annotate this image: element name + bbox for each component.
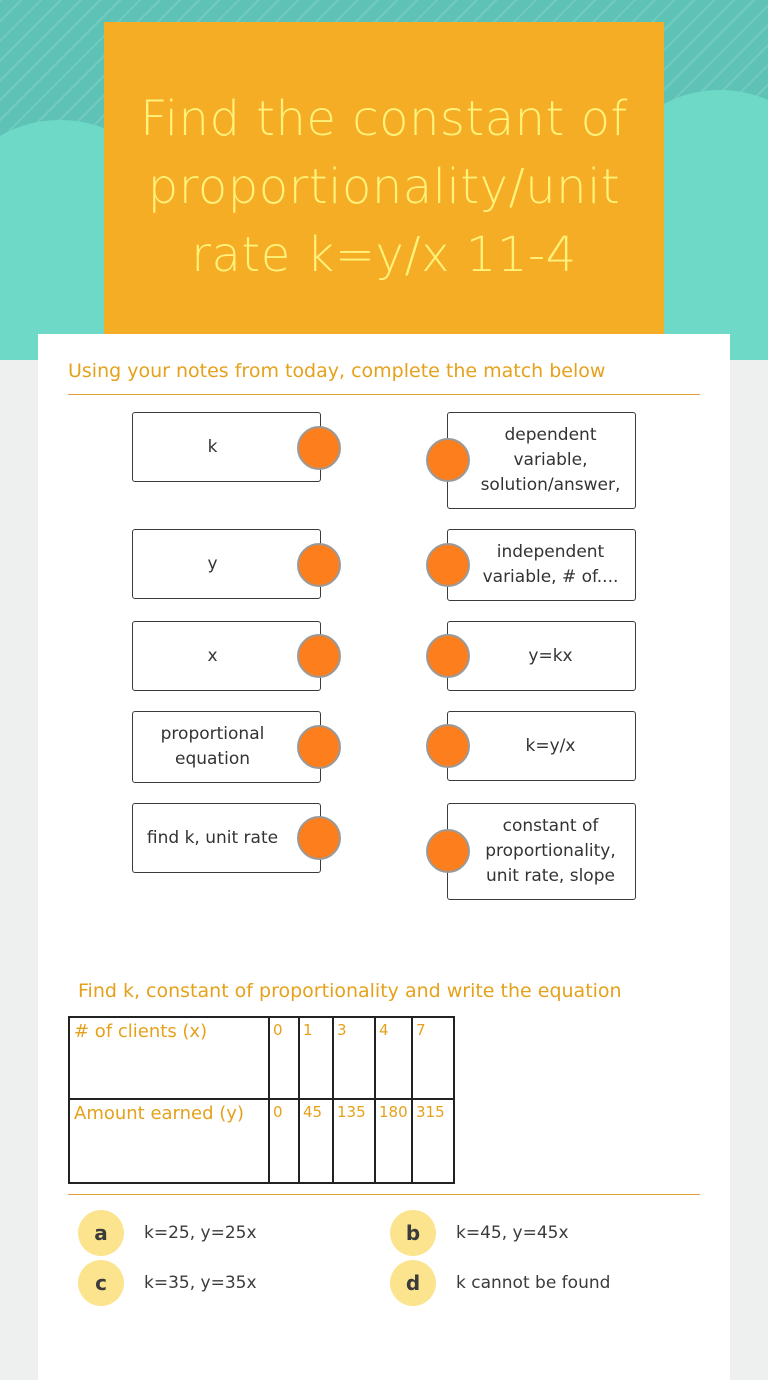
table-cell: 180 [375, 1099, 412, 1183]
match-left-label: k [207, 436, 218, 457]
option-letter-badge: b [390, 1210, 436, 1256]
worksheet-card [38, 334, 730, 1380]
option-letter-badge: a [78, 1210, 124, 1256]
option-text: k=35, y=35x [144, 1273, 257, 1293]
title-banner [104, 22, 664, 338]
match-right-label: y=kx [528, 645, 573, 666]
match-right-connector[interactable] [426, 438, 470, 482]
table-cell: 1 [299, 1017, 333, 1099]
page-title: Find the constant of proportionality/unit rate k=y/x 11-4 [140, 91, 628, 283]
match-left-item[interactable] [132, 711, 321, 783]
match-right-label: k=y/x [525, 735, 576, 756]
match-left-item[interactable] [132, 412, 321, 482]
match-left-connector[interactable] [297, 725, 341, 769]
match-left-connector[interactable] [297, 816, 341, 860]
match-left-label: proportional equation [160, 724, 265, 769]
match-right-label: independent variable, # of.... [482, 542, 619, 587]
match-left-label: x [207, 645, 218, 666]
match-right-connector[interactable] [426, 724, 470, 768]
match-right-item[interactable] [447, 621, 636, 691]
match-right-connector[interactable] [426, 634, 470, 678]
match-right-connector[interactable] [426, 829, 470, 873]
answer-option-d[interactable] [390, 1260, 610, 1306]
table-cell: 7 [412, 1017, 454, 1099]
table-cell: 45 [299, 1099, 333, 1183]
table-cell: 0 [269, 1017, 299, 1099]
table-cell: 3 [333, 1017, 375, 1099]
question-text: Find k, constant of proportionality and write the equation [78, 980, 622, 1002]
match-left-label: find k, unit rate [146, 827, 279, 848]
answer-option-b[interactable] [390, 1210, 569, 1256]
table-cell: 315 [412, 1099, 454, 1183]
option-letter-badge: d [390, 1260, 436, 1306]
match-left-item[interactable] [132, 803, 321, 873]
match-right-label: constant of proportionality, unit rate, slope [485, 816, 616, 886]
match-right-connector[interactable] [426, 543, 470, 587]
answer-option-c[interactable] [78, 1260, 257, 1306]
option-text: k=45, y=45x [456, 1223, 569, 1243]
table-cell: 135 [333, 1099, 375, 1183]
match-left-connector[interactable] [297, 634, 341, 678]
match-right-item[interactable] [447, 711, 636, 781]
table-cell: 4 [375, 1017, 412, 1099]
match-right-item[interactable] [447, 803, 636, 900]
match-left-connector[interactable] [297, 426, 341, 470]
match-right-label: dependent variable, solution/answer, [480, 425, 621, 495]
match-left-item[interactable] [132, 529, 321, 599]
row-header: Amount earned (y) [69, 1099, 269, 1183]
answer-option-a[interactable] [78, 1210, 257, 1256]
divider [68, 1194, 700, 1195]
option-letter-badge: c [78, 1260, 124, 1306]
table-row [69, 1017, 454, 1099]
match-right-item[interactable] [447, 529, 636, 601]
instructions: Using your notes from today, complete the match below [68, 360, 700, 395]
option-text: k cannot be found [456, 1273, 611, 1293]
table-row [69, 1099, 454, 1183]
match-left-label: y [207, 553, 218, 574]
match-left-connector[interactable] [297, 543, 341, 587]
table-cell: 0 [269, 1099, 299, 1183]
row-header: # of clients (x) [69, 1017, 269, 1099]
match-right-item[interactable] [447, 412, 636, 509]
match-left-item[interactable] [132, 621, 321, 691]
data-table [68, 1016, 455, 1184]
option-text: k=25, y=25x [144, 1223, 257, 1243]
